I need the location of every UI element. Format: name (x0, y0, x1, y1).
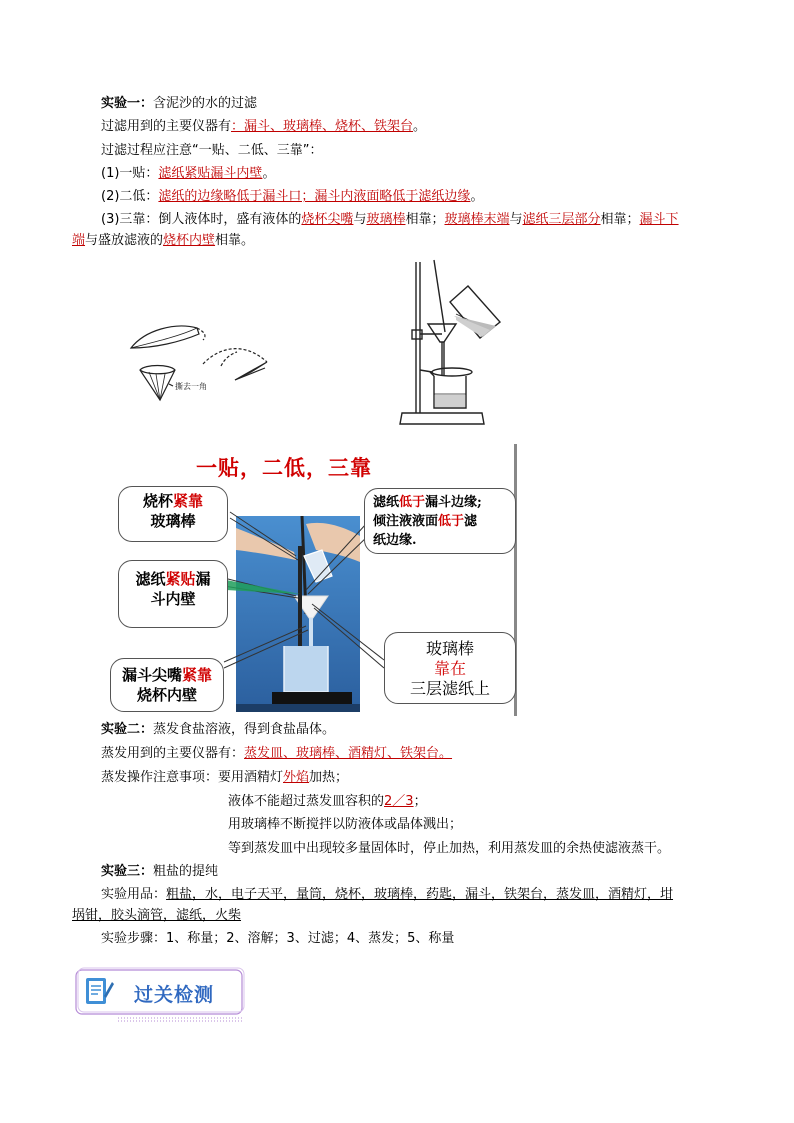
exp2-instruments (101, 744, 452, 764)
exp1-point3-label: (3)三靠：倒人液体时，盛有液体的 (101, 212, 302, 227)
exp2-instruments-label: 蒸发用到的主要仪器有： (101, 746, 245, 761)
callout-rod-three-layers-text2: 三层滤纸上 (409, 679, 490, 698)
callout-funnel-tip-text1: 漏斗尖嘴 (121, 666, 182, 684)
callout-two-low-text5: 纸边缘. (373, 533, 417, 548)
exp1-point3-text3: 与 (509, 212, 523, 227)
exp2-note2 (228, 792, 427, 812)
exp2-note3: 用玻璃棒不断搅拌以防液体或晶体溅出； (228, 817, 463, 832)
exp1-point3-text6: 相靠。 (215, 233, 255, 248)
exp3-title-rest: 粗盐的提纯 (153, 864, 219, 879)
exp1-instruments-answer: ：漏斗、玻璃棒、烧杯、铁架台 (231, 119, 414, 134)
section-badge-label: 过关检测 (134, 984, 215, 1006)
exp2-instruments-answer: 蒸发皿、玻璃棒、酒精灯、铁架台。 (244, 746, 453, 761)
exp2-notes-end: 加热； (309, 770, 349, 785)
callout-paper-funnel-text3: 斗内壁 (150, 590, 196, 608)
exp2-title (101, 720, 335, 740)
exp1-point3-answer1: 烧杯尖嘴 (301, 212, 354, 227)
exp1-point3-answer6: 烧杯内壁 (163, 233, 216, 248)
callout-beaker-rod-text2: 玻璃棒 (150, 512, 196, 530)
callout-beaker-rod-text1: 烧杯 (142, 492, 173, 510)
exp1-point1-end: 。 (262, 166, 276, 181)
callout-funnel-tip (110, 658, 224, 712)
exp3-items-label: 实验用品： (101, 887, 167, 902)
filter-figure-label: 撕去一角 (175, 382, 207, 391)
exp1-point2-answer: 滤纸的边缘略低于漏斗口；漏斗内液面略低于滤纸边缘 (158, 189, 471, 204)
callout-two-low (364, 488, 516, 554)
exp2-notes-answer: 外焰 (283, 770, 310, 785)
callout-two-low-emph1: 低于 (399, 495, 426, 510)
callout-funnel-tip-emph: 紧靠 (182, 666, 213, 684)
exp2-note2-text: 液体不能超过蒸发皿容积的 (228, 794, 385, 809)
exp3-items-cont (72, 906, 241, 926)
exp1-point3-answer5b: 端 (72, 233, 86, 248)
exp3-steps: 实验步骤：1、称量；2、溶解；3、过滤；4、蒸发；5、称量 (101, 931, 455, 946)
exp2-title-rest: 蒸发食盐溶液，得到食盐晶体。 (153, 722, 336, 737)
callout-two-low-text1: 滤纸 (373, 495, 400, 510)
exp1-instruments-end: 。 (413, 119, 427, 134)
callout-paper-funnel-emph: 紧贴 (165, 570, 196, 588)
exp1-point3-text1: 与 (353, 212, 367, 227)
exp1-title-rest: 含泥沙的水的过滤 (153, 96, 258, 111)
callout-rod-three-layers (384, 632, 516, 704)
exp1-note-title: 过滤过程应注意“一贴、二低、三靠”： (101, 143, 323, 158)
exp2-notes (101, 768, 348, 788)
exp1-title-bold: 实验一： (101, 96, 154, 111)
exp1-point3-text5: 与盛放滤液的 (85, 233, 164, 248)
exp3-items-answer-b: 埚钳，胶头滴管，滤纸，火柴 (72, 908, 242, 923)
exp1-point3-text2: 相靠； (405, 212, 445, 227)
exp2-note2-end: ； (413, 794, 427, 809)
exp1-point3-answer3: 玻璃棒末端 (444, 212, 510, 227)
exp2-title-bold: 实验二： (101, 722, 154, 737)
callout-two-low-text2: 漏斗边缘; (425, 495, 482, 510)
callout-rod-three-layers-emph: 靠在 (433, 659, 466, 678)
section-badge (74, 966, 246, 1024)
exp1-point3-text4: 相靠； (600, 212, 640, 227)
exp1-point2-end: 。 (470, 189, 484, 204)
exp1-point2-label: (2)二低： (101, 189, 159, 204)
callout-paper-funnel (118, 560, 228, 628)
exp3-items (101, 885, 673, 905)
callout-beaker-rod (118, 486, 228, 542)
exp2-note4: 等到蒸发皿中出现较多量固体时，停止加热，利用蒸发皿的余热使滤液蒸干。 (228, 841, 671, 856)
callout-two-low-text4: 滤 (464, 514, 478, 529)
exp1-point1-label: (1)一贴： (101, 166, 159, 181)
exp1-point3-answer2: 玻璃棒 (366, 212, 406, 227)
exp3-items-answer-a: 粗盐，水，电子天平，量筒，烧杯，玻璃棒，药匙，漏斗，铁架台，蒸发皿，酒精灯，坩 (166, 887, 674, 902)
callout-rod-three-layers-text1: 玻璃棒 (425, 639, 474, 658)
exp1-point3-answer5a: 漏斗下 (639, 212, 679, 227)
photo-title: 一贴，二低，三靠 (196, 455, 372, 480)
callout-two-low-text3: 倾注液液面 (373, 514, 439, 529)
callout-paper-funnel-text1: 滤纸 (135, 570, 166, 588)
exp1-point3-answer4: 滤纸三层部分 (522, 212, 601, 227)
callout-beaker-rod-emph: 紧靠 (173, 492, 204, 510)
exp2-notes-label: 蒸发操作注意事项：要用酒精灯 (101, 770, 284, 785)
exp2-note2-answer: 2／3 (384, 794, 414, 809)
callout-two-low-emph2: 低于 (438, 514, 465, 529)
exp3-title-bold: 实验三： (101, 864, 154, 879)
exp1-instruments-label: 过滤用到的主要仪器有 (101, 119, 232, 134)
callout-funnel-tip-text2: 烧杯内壁 (136, 686, 197, 704)
exp1-point1-answer: 滤纸紧贴漏斗内壁 (158, 166, 263, 181)
notepad-pencil-icon (84, 974, 114, 1008)
exp3-title (101, 862, 218, 882)
callout-paper-funnel-text2: 漏 (195, 570, 211, 588)
